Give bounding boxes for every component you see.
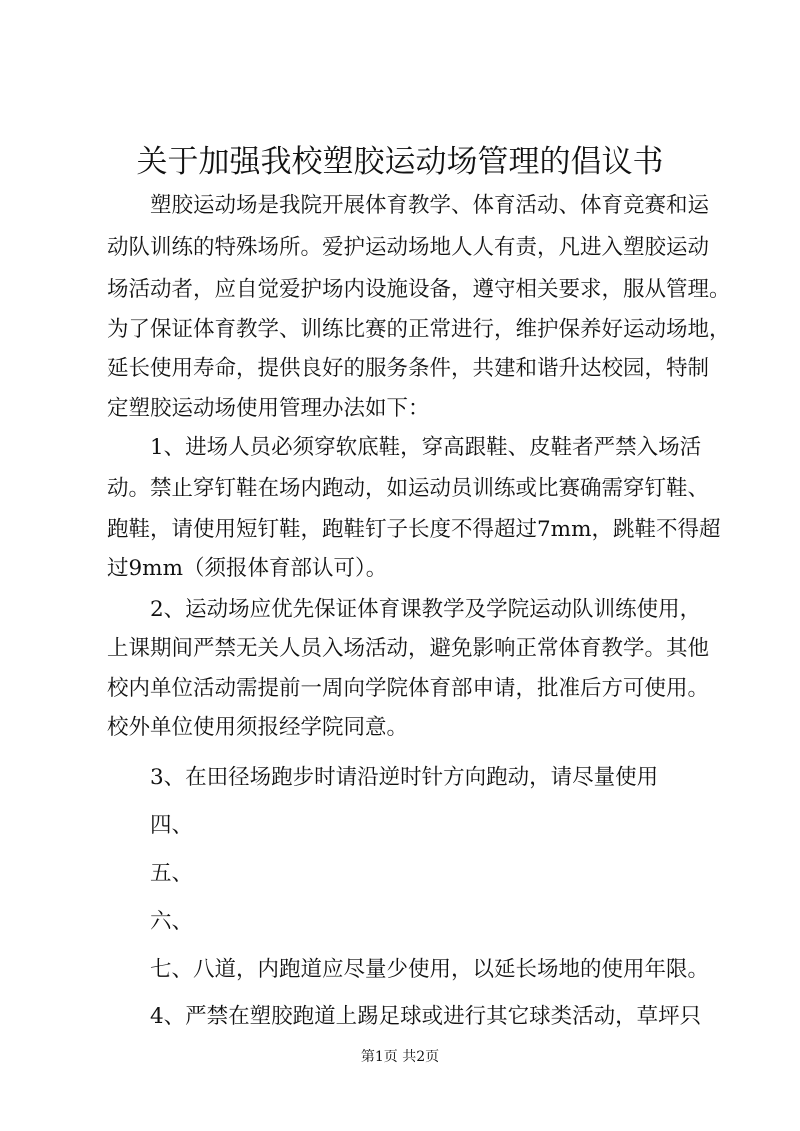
paragraph-line: 七、八道，内跑道应尽量少使用，以延长场地的使用年限。	[150, 957, 710, 982]
paragraph-line: 3、在田径场跑步时请沿逆时针方向跑动，请尽量使用	[150, 765, 659, 790]
paragraph-line: 动队训练的特殊场所。爱护运动场地人人有责，凡进入塑胶运动	[107, 235, 710, 260]
paragraph-line: 校内单位活动需提前一周向学院体育部申请，批准后方可使用。	[107, 676, 710, 701]
paragraph-line: 跑鞋，请使用短钉鞋，跑鞋钉子长度不得超过7mm，跳鞋不得超	[107, 517, 721, 542]
paragraph-line: 六、	[150, 909, 194, 934]
paragraph-line: 4、严禁在塑胶跑道上踢足球或进行其它球类活动，草坪只	[150, 1004, 702, 1029]
paragraph-line: 塑胶运动场是我院开展体育教学、体育活动、体育竞赛和运	[150, 193, 710, 218]
paragraph-line: 过9mm（须报体育部认可）。	[107, 556, 388, 581]
paragraph-line: 为了保证体育教学、训练比赛的正常进行，维护保养好运动场地，	[107, 317, 731, 342]
paragraph-line: 四、	[150, 813, 194, 838]
paragraph-line: 定塑胶运动场使用管理办法如下：	[107, 396, 430, 421]
paragraph-line: 五、	[150, 861, 194, 886]
paragraph-line: 延长使用寿命，提供良好的服务条件，共建和谐升达校园，特制	[107, 356, 710, 381]
page-footer: 第1页 共2页	[360, 1049, 440, 1065]
paragraph-line: 1、进场人员必须穿软底鞋，穿高跟鞋、皮鞋者严禁入场活	[150, 435, 702, 460]
paragraph-line: 上课期间严禁无关人员入场活动，避免影响正常体育教学。其他	[107, 636, 710, 661]
paragraph-line: 校外单位使用须报经学院同意。	[107, 715, 409, 740]
paragraph-line: 场活动者，应自觉爱护场内设施设备，遵守相关要求，服从管理。	[107, 277, 731, 302]
paragraph-line: 2、运动场应优先保证体育课教学及学院运动队训练使用，	[150, 597, 702, 622]
document-title: 关于加强我校塑胶运动场管理的倡议书	[136, 144, 664, 180]
paragraph-line: 动。禁止穿钉鞋在场内跑动，如运动员训练或比赛确需穿钉鞋、	[107, 476, 710, 501]
